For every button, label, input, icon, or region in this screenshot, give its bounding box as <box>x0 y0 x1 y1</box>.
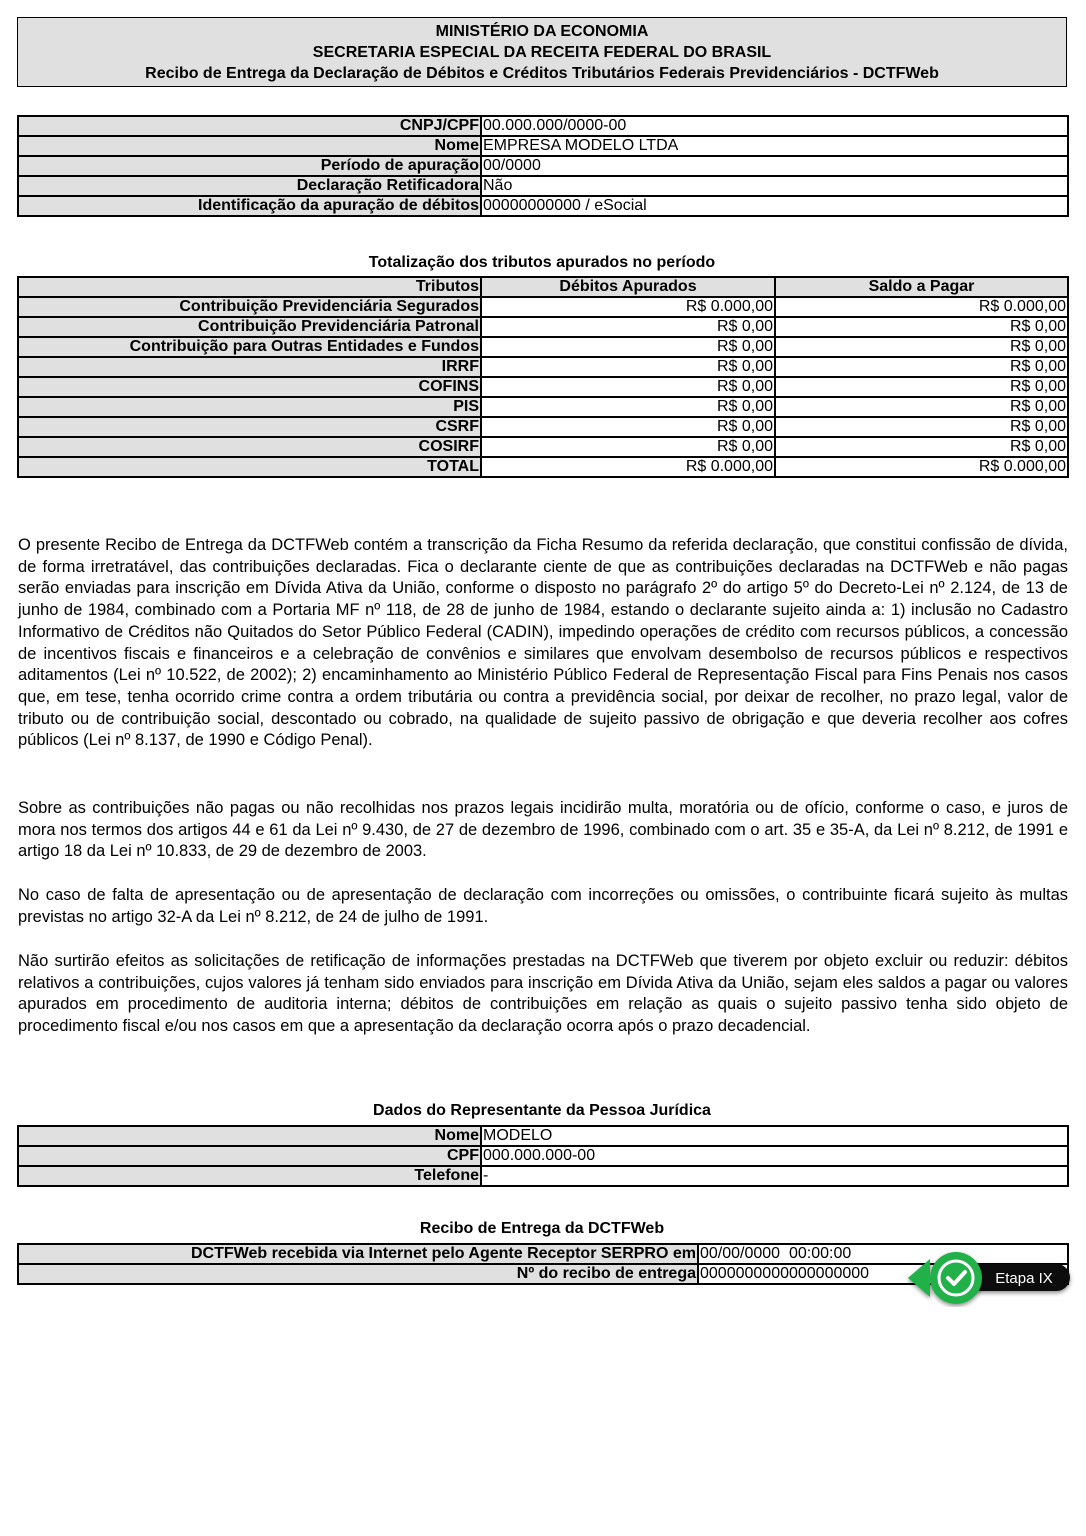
tributo-name: IRRF <box>18 357 481 377</box>
table-row <box>18 417 1068 437</box>
rectifying-value: Não <box>481 176 1068 196</box>
table-total-row <box>18 457 1068 477</box>
table-row <box>18 297 1068 317</box>
secretariat-title: SECRETARIA ESPECIAL DA RECEITA FEDERAL DO BRASIL <box>312 44 772 61</box>
period-value: 00/0000 <box>481 156 1068 176</box>
period-label: Período de apuração <box>18 156 481 176</box>
debitos-value: R$ 0.000,00 <box>481 297 775 317</box>
table-row <box>18 156 1068 176</box>
receipt-section-title: Recibo de Entrega da DCTFWeb <box>419 1220 665 1237</box>
saldo-value: R$ 0,00 <box>775 417 1068 437</box>
rep-cpf-value: 000.000.000-00 <box>481 1146 1068 1166</box>
saldo-value: R$ 0,00 <box>775 377 1068 397</box>
rectifying-label: Declaração Retificadora <box>18 176 481 196</box>
debitos-value: R$ 0,00 <box>481 397 775 417</box>
representative-table <box>17 1125 1069 1187</box>
receipt-number-value: 0000000000000000000 <box>698 1264 1068 1284</box>
totals-title: Totalização dos tributos apurados no período <box>368 254 716 271</box>
debitos-value: R$ 0,00 <box>481 437 775 457</box>
totals-table <box>17 276 1069 478</box>
legal-paragraph-omissions: No caso de falta de apresentação ou de apresentação de declaração com incorreções ou omissões, o contribuinte ficará sujeito às multas previstas no artigo 32-A da Lei nº 8.212, de 24 de julho de 1991. <box>18 886 1068 926</box>
check-circle-icon <box>908 1252 982 1304</box>
representative-title: Dados do Representante da Pessoa Jurídica <box>373 1102 711 1119</box>
table-row <box>18 136 1068 156</box>
tributo-name: COSIRF <box>18 437 481 457</box>
saldo-value: R$ 0,00 <box>775 317 1068 337</box>
debit-id-value: 00000000000 / eSocial <box>481 196 1068 216</box>
rep-phone-label: Telefone <box>18 1166 481 1186</box>
debitos-value: R$ 0,00 <box>481 357 775 377</box>
debitos-value: R$ 0,00 <box>481 377 775 397</box>
tributo-name: Contribuição Previdenciária Segurados <box>18 297 481 317</box>
tributo-name: COFINS <box>18 377 481 397</box>
total-debitos-value: R$ 0.000,00 <box>481 457 775 477</box>
table-row <box>18 437 1068 457</box>
document-header <box>17 17 1067 87</box>
saldo-value: R$ 0,00 <box>775 437 1068 457</box>
table-row <box>18 116 1068 136</box>
receipt-title: Recibo de Entrega da Declaração de Débitos e Créditos Tributários Federais Previdenciários - DCTFWeb <box>145 65 939 82</box>
total-label: TOTAL <box>18 457 481 477</box>
debitos-value: R$ 0,00 <box>481 417 775 437</box>
rep-phone-value: - <box>481 1166 1068 1186</box>
table-row <box>18 176 1068 196</box>
column-header-debitos: Débitos Apurados <box>481 277 775 297</box>
debitos-value: R$ 0,00 <box>481 317 775 337</box>
table-row <box>18 317 1068 337</box>
table-row <box>18 1146 1068 1166</box>
legal-paragraph-confession: O presente Recibo de Entrega da DCTFWeb contém a transcrição da Ficha Resumo da referida declaração, que constitui confissão de dívida, de forma irretratável, das contribuições declaradas. Fica o declarante ciente de que as contribuições declaradas na DCTFWeb e não pagas serão enviadas para inscrição em Dívida Ativa da União, conforme o disposto no parágrafo 2º do artigo 5º do Decreto-Lei nº 2.124, de 13 de junho de 1984, combinado com a Portaria MF nº 118, de 28 de junho de 1984, estando o declarante sujeito ainda a: 1) inclusão no Cadastro Informativo de Créditos não Quitados do Setor Público Federal (CADIN), impedindo operações de crédito com recursos públicos, a concessão de incentivos fiscais e financeiros e a celebração de convênios e similares que envolvam desembolso de recursos públicos e respectivos aditamentos (Lei nº 10.522, de 2002); 2) encaminhamento ao Ministério Público Federal de Representação Fiscal para Fins Penais nos casos que, em tese, tenha ocorrido crime contra a ordem tributária ou contra a previdência social, por deixar de recolher, no prazo legal, valor de tributo ou de contribuição social, descontado ou cobrado, na qualidade de sujeito passivo de obrigação e que deveria recolher aos cofres públicos (Lei nº 8.137, de 1990 e Código Penal). <box>18 536 1068 750</box>
name-label: Nome <box>18 136 481 156</box>
table-row <box>18 357 1068 377</box>
tributo-name: PIS <box>18 397 481 417</box>
rep-name-label: Nome <box>18 1126 481 1146</box>
saldo-value: R$ 0,00 <box>775 337 1068 357</box>
column-header-saldo: Saldo a Pagar <box>775 277 1068 297</box>
receipt-number-label: Nº do recibo de entrega <box>18 1264 698 1284</box>
table-row <box>18 377 1068 397</box>
legal-paragraph-rectification: Não surtirão efeitos as solicitações de retificação de informações prestadas na DCTFWeb que tiverem por objeto excluir ou reduzir: débitos relativos a contribuições, cujos valores já tenham sido enviados para inscrição em Dívida Ativa da União, sejam eles saldos a pagar ou valores apurados em procedimento de auditoria interna; débitos de contribuições em relação as quais o sujeito passivo tenha sido objeto de procedimento fiscal e/ou nos casos em que a apresentação da declaração ocorra após o prazo decadencial. <box>18 952 1068 1036</box>
table-row <box>18 397 1068 417</box>
debitos-value: R$ 0,00 <box>481 337 775 357</box>
table-row <box>18 1126 1068 1146</box>
rep-name-value: MODELO <box>481 1126 1068 1146</box>
legal-paragraph-penalties: Sobre as contribuições não pagas ou não recolhidas nos prazos legais incidirão multa, moratória ou de ofício, conforme o caso, e juros de mora nos termos dos artigos 44 e 61 da Lei nº 9.430, de 27 de dezembro de 1996, combinado com o art. 35 e 35-A, da Lei nº 8.212, de 1991 e artigo 18 da Lei nº 10.833, de 29 de dezembro de 2003. <box>18 799 1068 861</box>
tributo-name: Contribuição para Outras Entidades e Fundos <box>18 337 481 357</box>
received-datetime-value: 00/00/0000 00:00:00 <box>698 1244 1068 1264</box>
step-badge <box>906 1247 1074 1307</box>
ministry-title: MINISTÉRIO DA ECONOMIA <box>435 23 649 40</box>
step-label: Etapa IX <box>995 1270 1053 1287</box>
debit-id-label: Identificação da apuração de débitos <box>18 196 481 216</box>
tributo-name: CSRF <box>18 417 481 437</box>
identification-table <box>17 115 1069 217</box>
tributo-name: Contribuição Previdenciária Patronal <box>18 317 481 337</box>
cnpj-label: CNPJ/CPF <box>18 116 481 136</box>
table-header-row <box>18 277 1068 297</box>
table-row <box>18 337 1068 357</box>
table-row <box>18 1166 1068 1186</box>
name-value: EMPRESA MODELO LTDA <box>481 136 1068 156</box>
saldo-value: R$ 0,00 <box>775 357 1068 377</box>
saldo-value: R$ 0,00 <box>775 397 1068 417</box>
column-header-tributos: Tributos <box>18 277 481 297</box>
received-label: DCTFWeb recebida via Internet pelo Agente Receptor SERPRO em <box>18 1244 698 1264</box>
saldo-value: R$ 0.000,00 <box>775 297 1068 317</box>
total-saldo-value: R$ 0.000,00 <box>775 457 1068 477</box>
cnpj-value: 00.000.000/0000-00 <box>481 116 1068 136</box>
table-row <box>18 196 1068 216</box>
rep-cpf-label: CPF <box>18 1146 481 1166</box>
